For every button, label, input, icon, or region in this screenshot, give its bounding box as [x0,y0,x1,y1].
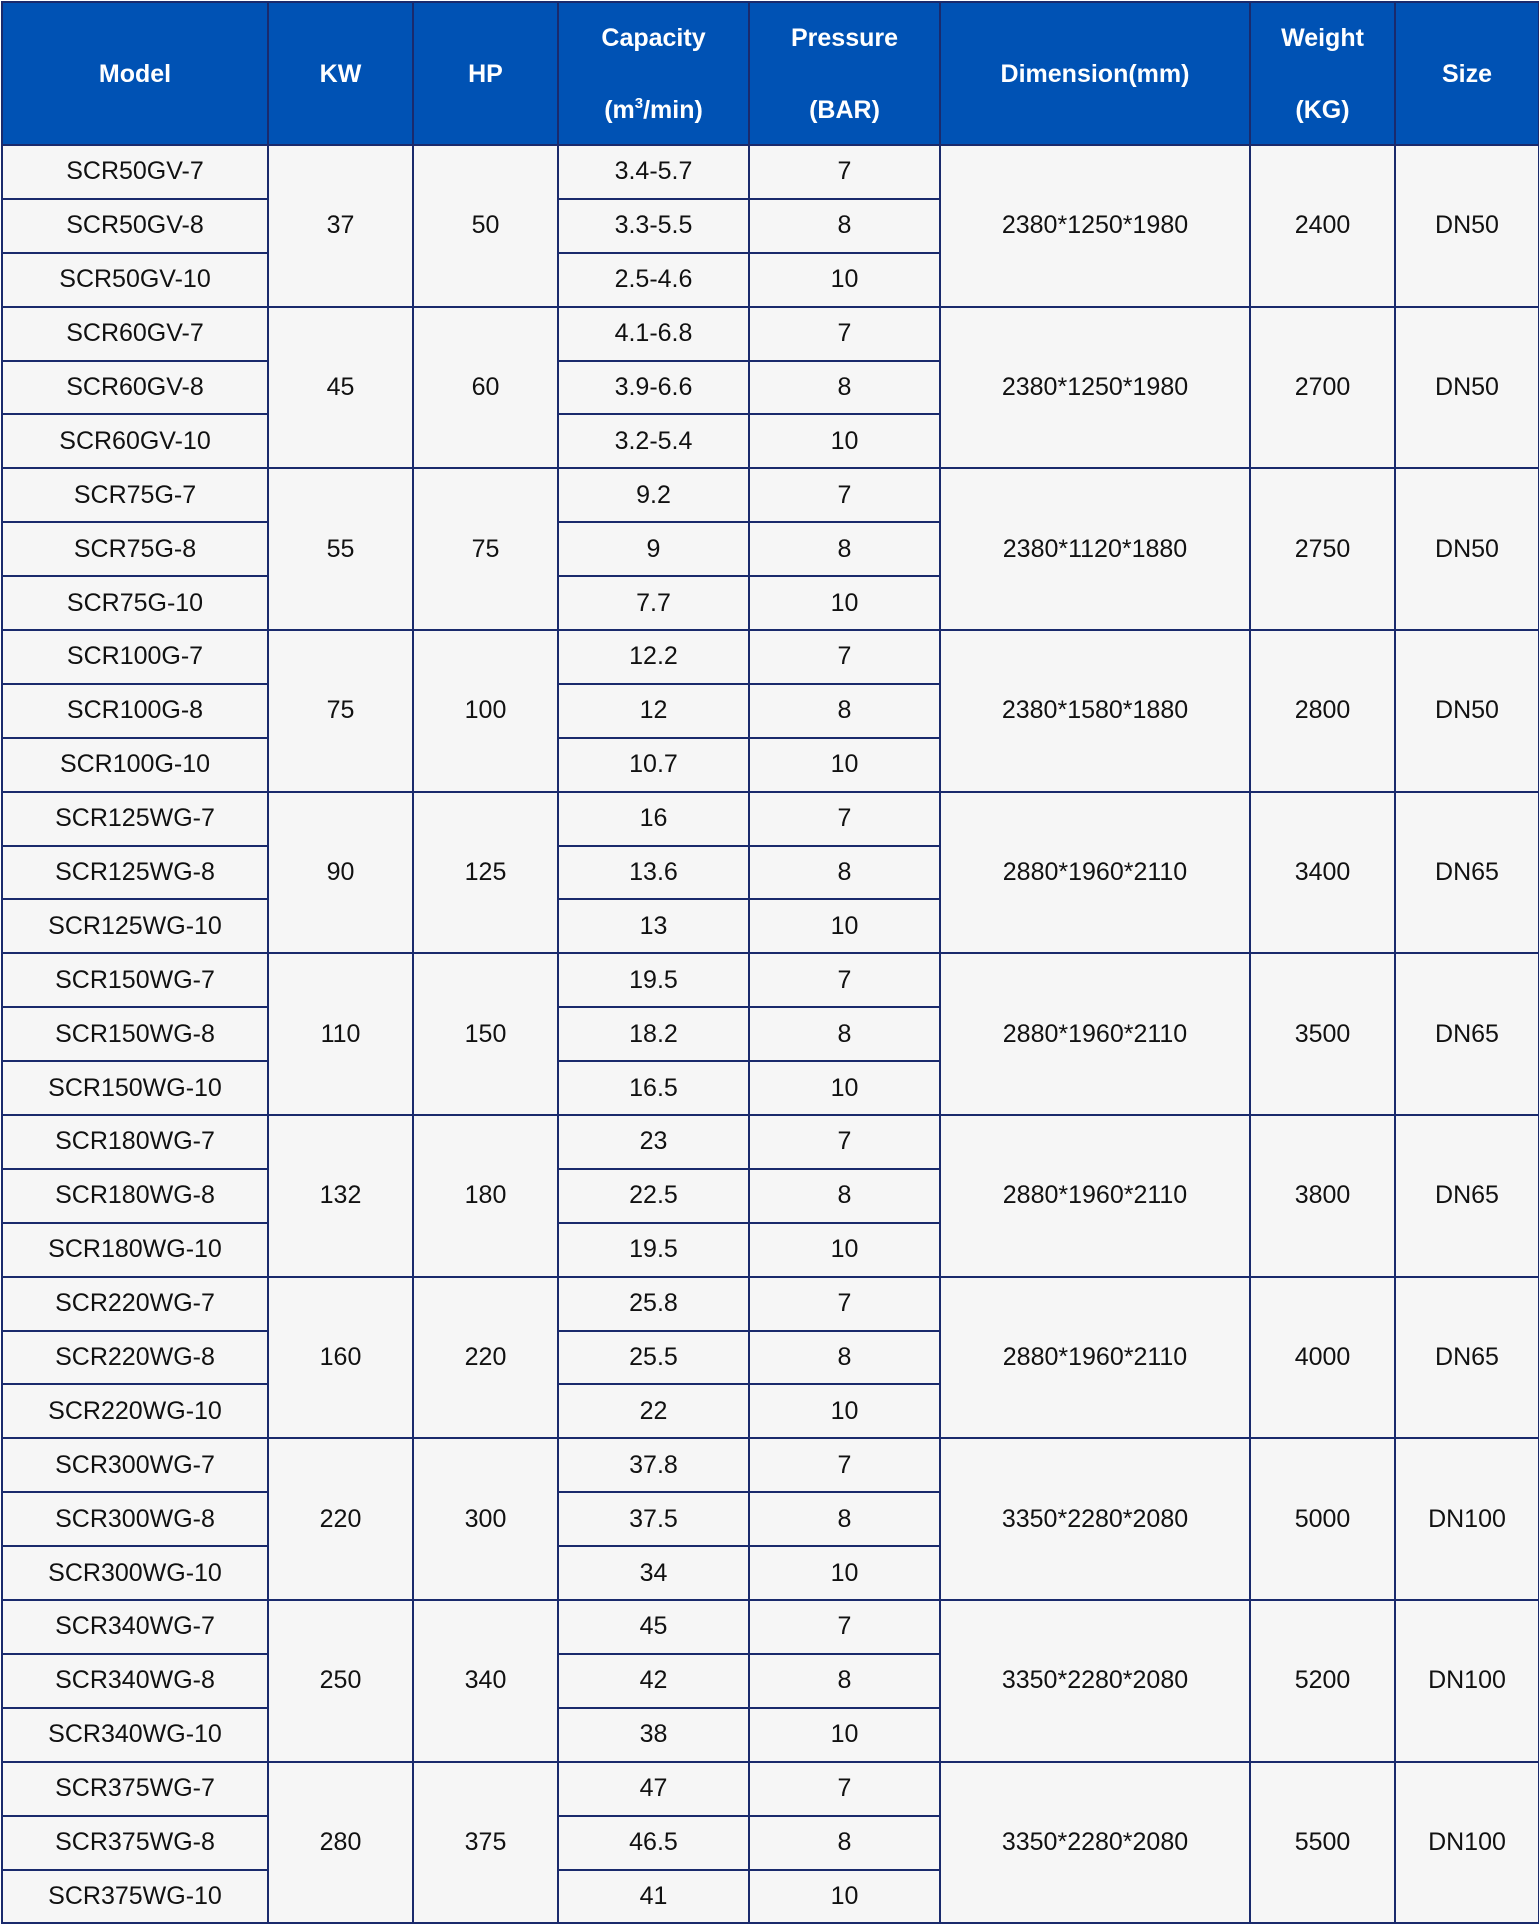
pressure-cell: 8 [749,1331,940,1385]
table-row [2,1438,1539,1492]
capacity-cell: 16 [558,792,749,846]
weight-cell: 2700 [1250,307,1395,469]
capacity-cell: 22 [558,1384,749,1438]
kw-cell: 250 [268,1600,413,1762]
kw-cell: 75 [268,630,413,792]
kw-cell: 37 [268,145,413,307]
header-pressure [749,2,940,145]
model-cell: SCR340WG-10 [2,1708,268,1762]
weight-cell: 2800 [1250,630,1395,792]
model-cell: SCR60GV-7 [2,307,268,361]
table-row [2,145,1539,199]
hp-cell: 100 [413,630,558,792]
pressure-cell: 8 [749,1816,940,1870]
pressure-cell: 8 [749,199,940,253]
size-cell: DN100 [1395,1438,1539,1600]
table-row [2,307,1539,361]
weight-cell: 3800 [1250,1115,1395,1277]
pressure-cell: 10 [749,899,940,953]
dimension-cell: 2880*1960*2110 [940,1115,1250,1277]
capacity-cell: 3.2-5.4 [558,414,749,468]
header-capacity [558,2,749,145]
capacity-cell: 2.5-4.6 [558,253,749,307]
header-kw: KW [268,2,413,145]
capacity-cell: 16.5 [558,1061,749,1115]
table-row [2,953,1539,1007]
model-cell: SCR375WG-7 [2,1762,268,1816]
kw-cell: 45 [268,307,413,469]
model-cell: SCR150WG-10 [2,1061,268,1115]
size-cell: DN65 [1395,1277,1539,1439]
pressure-cell: 8 [749,684,940,738]
model-cell: SCR100G-10 [2,738,268,792]
pressure-cell: 10 [749,1223,940,1277]
pressure-cell: 10 [749,1546,940,1600]
hp-cell: 375 [413,1762,558,1924]
table-row [2,1277,1539,1331]
dimension-cell: 2380*1250*1980 [940,307,1250,469]
model-cell: SCR150WG-8 [2,1007,268,1061]
capacity-cell: 4.1-6.8 [558,307,749,361]
hp-cell: 340 [413,1600,558,1762]
model-cell: SCR50GV-8 [2,199,268,253]
capacity-cell: 25.8 [558,1277,749,1331]
capacity-cell: 3.4-5.7 [558,145,749,199]
capacity-cell: 9 [558,522,749,576]
pressure-cell: 7 [749,1762,940,1816]
model-cell: SCR340WG-7 [2,1600,268,1654]
pressure-cell: 8 [749,361,940,415]
pressure-cell: 8 [749,1492,940,1546]
size-cell: DN50 [1395,145,1539,307]
header-model: Model [2,2,268,145]
model-cell: SCR180WG-8 [2,1169,268,1223]
hp-cell: 50 [413,145,558,307]
model-cell: SCR50GV-7 [2,145,268,199]
hp-cell: 300 [413,1438,558,1600]
dimension-cell: 3350*2280*2080 [940,1600,1250,1762]
header-capacity-label: Capacity [601,23,706,52]
table-header [2,2,1539,145]
header-pressure-label: Pressure [790,23,899,52]
header-capacity-unit-sup: 3 [634,94,644,112]
capacity-cell: 19.5 [558,953,749,1007]
model-cell: SCR100G-7 [2,630,268,684]
capacity-cell: 12 [558,684,749,738]
size-cell: DN100 [1395,1762,1539,1924]
header-capacity-unit-post: /min) [643,95,703,124]
dimension-cell: 2880*1960*2110 [940,1277,1250,1439]
model-cell: SCR180WG-10 [2,1223,268,1277]
model-cell: SCR375WG-8 [2,1816,268,1870]
model-cell: SCR220WG-8 [2,1331,268,1385]
size-cell: DN65 [1395,953,1539,1115]
capacity-cell: 7.7 [558,576,749,630]
model-cell: SCR180WG-7 [2,1115,268,1169]
hp-cell: 125 [413,792,558,954]
pressure-cell: 7 [749,468,940,522]
pressure-cell: 7 [749,145,940,199]
header-dimension: Dimension(mm) [940,2,1250,145]
dimension-cell: 3350*2280*2080 [940,1762,1250,1924]
capacity-cell: 9.2 [558,468,749,522]
table-row [2,1115,1539,1169]
model-cell: SCR75G-10 [2,576,268,630]
kw-cell: 90 [268,792,413,954]
pressure-cell: 10 [749,1384,940,1438]
capacity-cell: 3.9-6.6 [558,361,749,415]
capacity-cell: 22.5 [558,1169,749,1223]
dimension-cell: 2880*1960*2110 [940,792,1250,954]
table-row [2,792,1539,846]
header-weight-unit: (KG) [1295,95,1350,124]
capacity-cell: 18.2 [558,1007,749,1061]
capacity-cell: 38 [558,1708,749,1762]
table-row [2,468,1539,522]
hp-cell: 75 [413,468,558,630]
capacity-cell: 3.3-5.5 [558,199,749,253]
model-cell: SCR300WG-10 [2,1546,268,1600]
pressure-cell: 7 [749,1277,940,1331]
capacity-cell: 19.5 [558,1223,749,1277]
dimension-cell: 3350*2280*2080 [940,1438,1250,1600]
capacity-cell: 45 [558,1600,749,1654]
model-cell: SCR75G-7 [2,468,268,522]
table-row [2,1762,1539,1816]
capacity-cell: 13.6 [558,846,749,900]
header-capacity-unit-pre: (m [604,95,635,124]
capacity-cell: 42 [558,1654,749,1708]
size-cell: DN65 [1395,792,1539,954]
pressure-cell: 7 [749,630,940,684]
kw-cell: 160 [268,1277,413,1439]
pressure-cell: 7 [749,1600,940,1654]
size-cell: DN65 [1395,1115,1539,1277]
pressure-cell: 10 [749,1708,940,1762]
pressure-cell: 8 [749,1654,940,1708]
size-cell: DN50 [1395,630,1539,792]
header-hp: HP [413,2,558,145]
weight-cell: 5500 [1250,1762,1395,1924]
spec-table [1,1,1539,1924]
weight-cell: 4000 [1250,1277,1395,1439]
model-cell: SCR60GV-10 [2,414,268,468]
pressure-cell: 7 [749,792,940,846]
kw-cell: 132 [268,1115,413,1277]
header-capacity-unit [559,92,748,128]
capacity-cell: 37.8 [558,1438,749,1492]
model-cell: SCR300WG-7 [2,1438,268,1492]
capacity-cell: 37.5 [558,1492,749,1546]
capacity-cell: 46.5 [558,1816,749,1870]
pressure-cell: 10 [749,738,940,792]
pressure-cell: 7 [749,1438,940,1492]
capacity-cell: 34 [558,1546,749,1600]
hp-cell: 150 [413,953,558,1115]
capacity-cell: 12.2 [558,630,749,684]
kw-cell: 280 [268,1762,413,1924]
weight-cell: 3500 [1250,953,1395,1115]
pressure-cell: 8 [749,1169,940,1223]
dimension-cell: 2880*1960*2110 [940,953,1250,1115]
weight-cell: 3400 [1250,792,1395,954]
capacity-cell: 23 [558,1115,749,1169]
header-pressure-unit: (BAR) [809,95,880,124]
hp-cell: 220 [413,1277,558,1439]
model-cell: SCR125WG-8 [2,846,268,900]
capacity-cell: 10.7 [558,738,749,792]
pressure-cell: 8 [749,846,940,900]
model-cell: SCR50GV-10 [2,253,268,307]
model-cell: SCR220WG-7 [2,1277,268,1331]
kw-cell: 110 [268,953,413,1115]
pressure-cell: 10 [749,253,940,307]
pressure-cell: 8 [749,522,940,576]
model-cell: SCR375WG-10 [2,1870,268,1924]
model-cell: SCR220WG-10 [2,1384,268,1438]
model-cell: SCR340WG-8 [2,1654,268,1708]
hp-cell: 60 [413,307,558,469]
size-cell: DN100 [1395,1600,1539,1762]
kw-cell: 55 [268,468,413,630]
pressure-cell: 7 [749,307,940,361]
model-cell: SCR125WG-10 [2,899,268,953]
table-body [2,145,1539,1923]
model-cell: SCR300WG-8 [2,1492,268,1546]
model-cell: SCR75G-8 [2,522,268,576]
pressure-cell: 10 [749,1870,940,1924]
weight-cell: 2400 [1250,145,1395,307]
hp-cell: 180 [413,1115,558,1277]
model-cell: SCR60GV-8 [2,361,268,415]
dimension-cell: 2380*1580*1880 [940,630,1250,792]
capacity-cell: 41 [558,1870,749,1924]
pressure-cell: 8 [749,1007,940,1061]
pressure-cell: 10 [749,414,940,468]
weight-cell: 5000 [1250,1438,1395,1600]
weight-cell: 2750 [1250,468,1395,630]
dimension-cell: 2380*1120*1880 [940,468,1250,630]
header-weight [1250,2,1395,145]
table-row [2,630,1539,684]
size-cell: DN50 [1395,307,1539,469]
table-row [2,1600,1539,1654]
capacity-cell: 13 [558,899,749,953]
model-cell: SCR100G-8 [2,684,268,738]
model-cell: SCR125WG-7 [2,792,268,846]
header-weight-label: Weight [1281,23,1364,52]
pressure-cell: 10 [749,1061,940,1115]
model-cell: SCR150WG-7 [2,953,268,1007]
pressure-cell: 10 [749,576,940,630]
weight-cell: 5200 [1250,1600,1395,1762]
dimension-cell: 2380*1250*1980 [940,145,1250,307]
pressure-cell: 7 [749,953,940,1007]
pressure-cell: 7 [749,1115,940,1169]
header-size: Size [1395,2,1539,145]
capacity-cell: 25.5 [558,1331,749,1385]
kw-cell: 220 [268,1438,413,1600]
header-row [2,2,1539,145]
size-cell: DN50 [1395,468,1539,630]
capacity-cell: 47 [558,1762,749,1816]
